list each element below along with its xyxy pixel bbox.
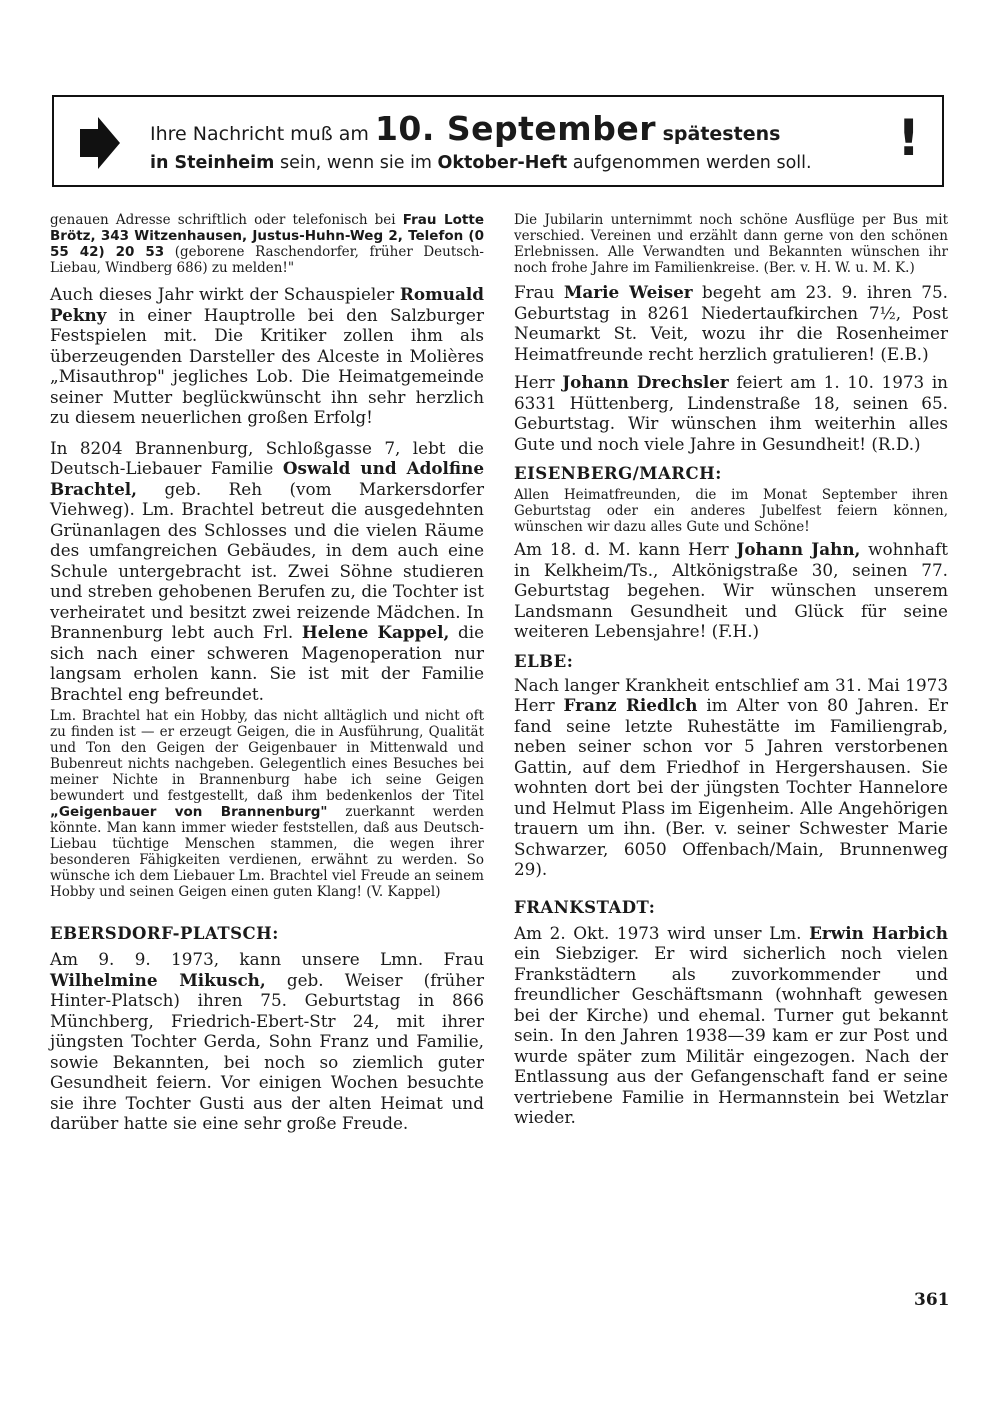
article-weiser: Frau Marie Weiser begeht am 23. 9. ihren 75. Geburtstag in 8261 Niedertaufkirchen 7½, Post Neumarkt St. Veit, wozu ihr die Rosenheimer Heimatfreunde recht herzlich gratulieren! (E.B.) bbox=[514, 282, 948, 364]
notice-line-1: Ihre Nachricht muß am 10. September spätestens bbox=[150, 109, 781, 148]
section-heading-elbe: ELBE: bbox=[514, 651, 574, 671]
article-drechsler: Herr Johann Drechsler feiert am 1. 10. 1973 in 6331 Hüttenberg, Lindenstraße 18, seinen 65. Geburtstag. Wir wünschen ihm weiterhin alles Gute und noch viele Jahre in Gesundheit! (R.D.) bbox=[514, 372, 948, 454]
article-harbich: Am 2. Okt. 1973 wird unser Lm. Erwin Harbich ein Siebziger. Er wird sicherlich noch vielen Frankstädtern als zuvorkommender und freundlicher Geschäftsmann (wohnhaft gewesen bei der Kirche) und ehemal. Turner gut bekannt sein. In den Jahren 1938—39 kam er zur Post und wurde später zum Militär eingezogen. Nach der Entlassung aus der Gefangenschaft fand er seine vertriebene Familie in Hermannstein bei Wetzlar wieder. bbox=[514, 922, 948, 1127]
section-heading-ebersdorf: EBERSDORF-PLATSCH: bbox=[50, 924, 279, 943]
article-contact-note: genauen Adresse schriftlich oder telefonisch bei Frau Lotte Brötz, 343 Witzenhausen, Justus-Huhn-Weg 2, Telefon (0 55 42) 20 53 (geborene Raschendorfer, früher Deutsch-Liebau, Windberg 686) zu melden!" bbox=[50, 212, 484, 276]
article-jahn: Am 18. d. M. kann Herr Johann Jahn, wohnhaft in Kelkheim/Ts., Altkönigstraße 30, seinen 77. Geburtstag begehen. Wir wünschen unserem Landsmann Gesundheit und Glück für seine weiteren Lebensjahre! (F.H.) bbox=[514, 539, 949, 641]
deadline-notice-box bbox=[52, 95, 944, 187]
article-mikusch: Am 9. 9. 1973, kann unsere Lmn. Frau Wilhelmine Mikusch, geb. Weiser (früher Hinter-Platsch) ihren 75. Geburtstag in 866 Münchberg, Friedrich-Ebert-Str 24, mit ihrer jüngsten Tochter Gerda, Sohn Franz und Familie, sowie Bekannten, bei noch so ziemlich guter Gesundheit feiern. Vor einigen Wochen besuchte sie ihre Tochter Gusti aus der alten Heimat und darüber hatte sie eine sehr große Freude. bbox=[50, 949, 484, 1133]
right-column bbox=[514, 212, 948, 1128]
article-jubilarin: Die Jubilarin unternimmt noch schöne Ausflüge per Bus mit verschied. Vereinen und erzählt dann gerne von den schönen Erlebnissen. Alle Verwandten und Bekannten wünschen ihr noch frohe Jahre im Familienkreise. (Ber. v. H. W. u. M. K.) bbox=[514, 212, 948, 276]
notice-line-2: in Steinheim sein, wenn sie im Oktober-Heft aufgenommen werden soll. bbox=[150, 153, 812, 173]
arrow-right-icon bbox=[78, 117, 120, 169]
article-brachtel: In 8204 Brannenburg, Schloßgasse 7, lebt die Deutsch-Liebauer Familie Oswald und Adolfine Brachtel, geb. Reh (vom Markersdorfer Viehweg). Lm. Brachtel betreut die ausgedehnten Grünanlagen des Schlosses und die vielen Räume des umfangreichen Gebäudes, in dem auch eine Schule untergebracht ist. Zwei Söhne studieren und streben gehobenen Berufen zu, die Tochter ist verheiratet und besitzt zwei reizende Mädchen. In Brannenburg lebt auch Frl. Helene Kappel, die sich nach einer schweren Magenoperation nur langsam erholen kann. Sie ist mit der Familie Brachtel eng befreundet. bbox=[50, 437, 484, 704]
section-heading-frankstadt: FRANKSTADT: bbox=[514, 897, 656, 917]
article-riedlch: Nach langer Krankheit entschlief am 31. Mai 1973 Herr Franz Riedlch im Alter von 80 Jahren. Er fand seine letzte Ruhestätte im Familiengrab, neben seiner schon vor 5 Jahren verstorbenen Gattin, auf dem Friedhof in Hergershausen. Sie wohnten dort bei der jüngsten Tochter Hannelore und Helmut Plass im Eigenheim. Alle Angehörigen trauern um ihn. (Ber. v. seiner Schwester Marie Schwarzer, 6050 Offenbach/Main, Brunnenweg 29). bbox=[514, 674, 948, 879]
exclamation-mark: ! bbox=[897, 109, 920, 167]
page-number: 361 bbox=[914, 1290, 950, 1310]
article-geigenbauer: Lm. Brachtel hat ein Hobby, das nicht alltäglich und nicht oft zu finden ist — er erzeugt Geigen, die in Ausführung, Qualität und Ton den Geigen der Geigenbauer in Mittenwald und Bubenreut nichts nachgeben. Gelegentlich eines Besuches bei meiner Nichte in Brannenburg habe ich seine Geigen bewundert und festgestellt, daß ihm bedenkenlos der Titel „Geigenbauer von Brannenburg" zuerkannt werden könnte. Man kann immer wieder feststellen, daß aus Deutsch-Liebau tüchtige Menschen stammen, die wegen ihrer besonderen Fähigkeiten verdienen, erwähnt zu werden. So wünsche ich dem Liebauer Lm. Brachtel viel Freude an seinem Hobby und seinen Geigen einen guten Klang! (V. Kappel) bbox=[50, 708, 484, 900]
left-column bbox=[50, 212, 484, 1134]
article-heimatfreunde: Allen Heimatfreunden, die im Monat September ihren Geburtstag oder ein anderes Jubelfest feiern können, wünschen wir dazu alles Gute und Schöne! bbox=[514, 487, 948, 535]
section-heading-eisenberg: EISENBERG/MARCH: bbox=[514, 464, 722, 483]
article-pekny: Auch dieses Jahr wirkt der Schauspieler Romuald Pekny in einer Hauptrolle bei den Salzburger Festspielen mit. Die Kritiker zollen ihm als überzeugenden Darsteller des Alceste in Molières „Misauthrop" jegliches Lob. Die Heimatgemeinde seiner Mutter beglückwünscht ihn sehr herzlich zu diesem neuerlichen großen Erfolg! bbox=[50, 284, 484, 427]
